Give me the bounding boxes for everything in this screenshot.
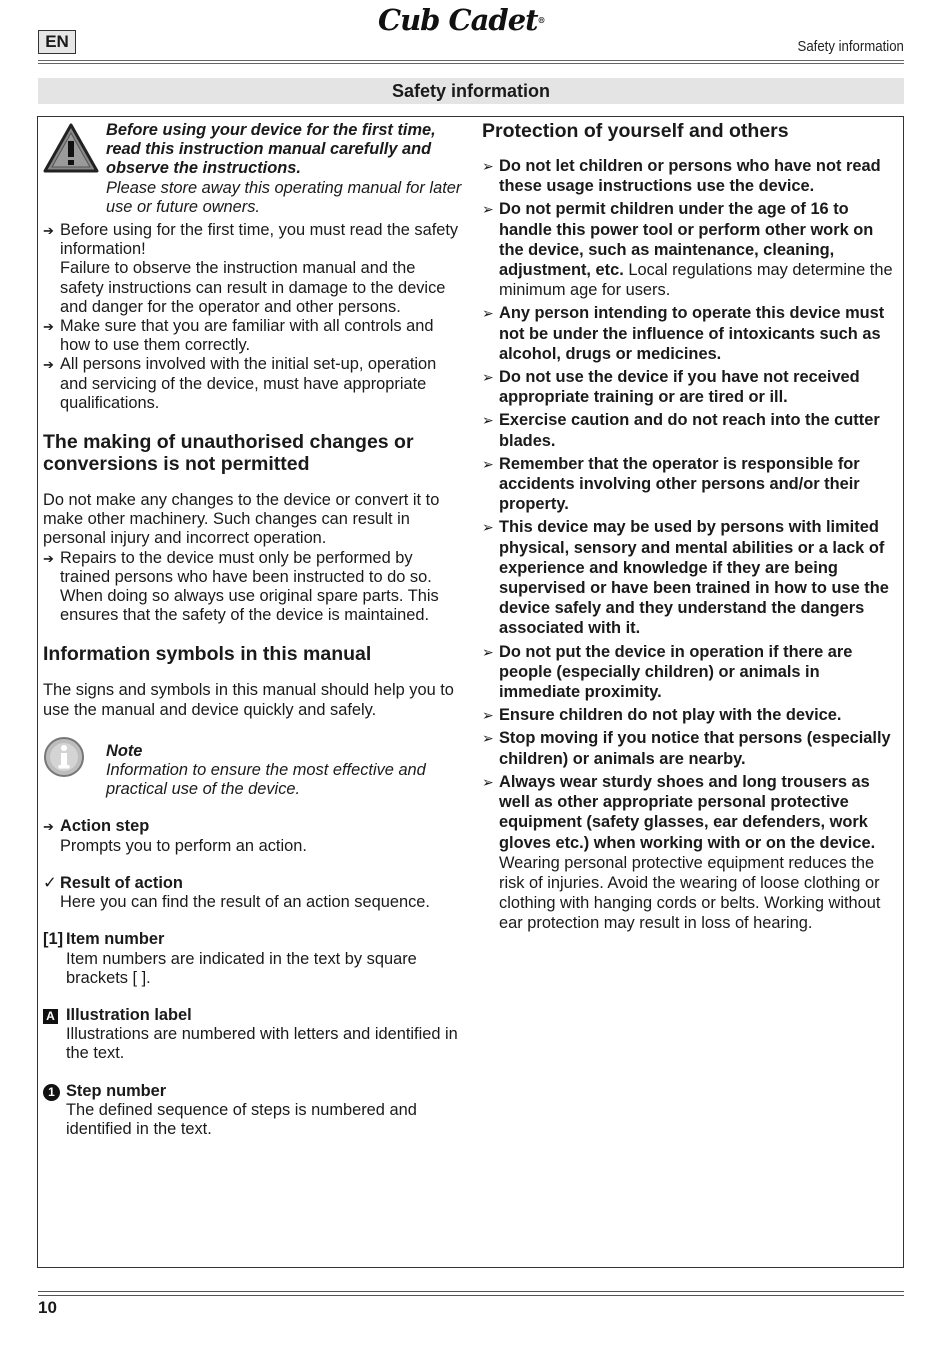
- item-number-text: Item numbers are indicated in the text by square brackets [ ].: [66, 949, 417, 987]
- right-column: [482, 120, 902, 937]
- left-column: [43, 121, 463, 1139]
- list-item-bold-text: Always wear sturdy shoes and long trousers as well as other appropriate personal protective equipment (safety glasses, ear defenders, work gloves etc.) when working with or on the device.: [499, 772, 876, 852]
- bullet-text: ➔ Make sure that you are familiar with all controls and how to use them correctly.: [60, 317, 434, 355]
- header-divider: [38, 60, 904, 61]
- page-title: Safety information: [38, 78, 904, 104]
- symbols-heading: Information symbols in this manual: [43, 643, 372, 666]
- list-item-bold-text: Do not permit children under the age of 16 to handle this power tool or perform other work on the device, such as maintenance, cleaning, adjustment, etc.: [499, 200, 874, 280]
- result-text: Here you can find the result of an action sequence.: [60, 893, 430, 912]
- result-legend: [43, 874, 463, 912]
- bullet-text: ➔ Before using for the first time, you must read the safety information!: [60, 221, 459, 259]
- list-item-bold-text: Ensure children do not play with the device.: [499, 706, 842, 725]
- footer-divider-2: [38, 1295, 904, 1296]
- bullet-text: ➔ Repairs to the device must only be performed by trained persons who have been instructed to do so. When doing so always use original spare parts. This ensures that the safety of the device is maintained.: [60, 548, 439, 625]
- list-item: [482, 517, 902, 638]
- note-block: [43, 742, 463, 800]
- list-item: [482, 642, 902, 703]
- list-item-bold-text: Stop moving if you notice that persons (especially children) or animals are nearby.: [499, 729, 891, 768]
- changes-text: Do not make any changes to the device or convert it to make other machinery. Such changes can result in personal injury and incorrect operation.: [43, 491, 440, 548]
- list-item: [482, 705, 902, 725]
- changes-heading: The making of unauthorised changes or conversions is not permitted: [43, 431, 414, 476]
- warning-italic-text: Please store away this operating manual for later use or future owners.: [106, 178, 462, 216]
- item-number-symbol: [1]: [43, 930, 64, 949]
- protection-list: [482, 156, 902, 934]
- note-title: Note: [106, 741, 143, 760]
- list-item-bold-text: Do not let children or persons who have not read these usage instructions use the device.: [499, 157, 881, 196]
- list-item: [43, 221, 463, 317]
- list-item: [482, 410, 902, 450]
- symbols-text: The signs and symbols in this manual should help you to use the manual and device quickly and safely.: [43, 681, 454, 719]
- list-item: [43, 317, 463, 355]
- illustration-label-icon: A: [43, 1009, 58, 1024]
- warning-bold-text: Before using your device for the first time, read this instruction manual carefully and observe the instructions.: [106, 121, 436, 178]
- warning-block: [43, 121, 463, 217]
- illustration-legend: [43, 1006, 463, 1064]
- list-item: [482, 367, 902, 407]
- result-title: Result of action: [60, 873, 183, 892]
- bullet-extra-text: Failure to observe the instruction manual and the safety instructions can result in damage to the device and danger for the operator and other persons.: [60, 259, 446, 316]
- list-item: [43, 549, 463, 626]
- protection-heading: Protection of yourself and others: [482, 120, 789, 142]
- footer-divider: [38, 1291, 904, 1292]
- list-item-text: Local regulations may determine the minimum age for users.: [499, 261, 893, 300]
- list-item: [482, 772, 902, 934]
- list-item-text: Wearing personal protective equipment reduces the risk of injuries. Avoid the wearing of loose clothing or clothing with hanging cords or belts. Working without ear protection may result in loss of hearing.: [499, 853, 881, 933]
- page-number: 10: [38, 1298, 57, 1317]
- illustration-title: Illustration label: [66, 1005, 192, 1024]
- info-icon: [43, 736, 85, 778]
- action-step-legend: [43, 817, 463, 855]
- step-number-icon: 1: [43, 1084, 60, 1101]
- list-item: [482, 156, 902, 196]
- action-step-title: ➔ Action step: [60, 817, 150, 836]
- illustration-text: Illustrations are numbered with letters and identified in the text.: [66, 1025, 458, 1063]
- header-section-title: Safety information: [797, 38, 904, 55]
- checkmark-icon: ✓: [43, 873, 57, 892]
- list-item-bold-text: Remember that the operator is responsible for accidents involving other persons and/or their property.: [499, 454, 860, 514]
- list-item: [482, 454, 902, 515]
- step-number-text: The defined sequence of steps is numbered and identified in the text.: [66, 1100, 417, 1138]
- list-item-bold-text: This device may be used by persons with limited physical, sensory and mental abilities or a lack of experience and knowledge if they are being supervised or have been trained in how to use the device safely and they understand the dangers associated with it.: [499, 518, 889, 638]
- step-number-legend: [43, 1082, 463, 1140]
- list-item: [482, 199, 902, 300]
- list-item-bold-text: Do not put the device in operation if there are people (especially children) or animals in immediate proximity.: [499, 642, 853, 702]
- list-item-bold-text: Do not use the device if you have not received appropriate training or are tired or ill.: [499, 368, 860, 407]
- language-badge: EN: [38, 30, 76, 54]
- list-item: [482, 728, 902, 768]
- list-item: [43, 355, 463, 413]
- brand-logo: Cub Cadet®: [378, 3, 545, 37]
- item-number-title: Item number: [66, 930, 165, 949]
- brand-logo-text: Cub Cadet: [378, 3, 538, 37]
- bullet-text: ➔ All persons involved with the initial set-up, operation and servicing of the device, must have appropriate qualifications.: [60, 355, 437, 412]
- step-number-title: Step number: [66, 1081, 167, 1100]
- list-item-bold-text: Exercise caution and do not reach into the cutter blades.: [499, 411, 880, 450]
- item-number-legend: [43, 930, 463, 988]
- note-text: Information to ensure the most effective and practical use of the device.: [106, 761, 426, 799]
- action-step-text: Prompts you to perform an action.: [60, 836, 307, 855]
- header-divider-2: [38, 63, 904, 64]
- warning-triangle-icon: [43, 123, 99, 173]
- list-item-bold-text: Any person intending to operate this device must not be under the influence of intoxicants such as alcohol, drugs or medicines.: [499, 304, 885, 363]
- list-item: [482, 303, 902, 364]
